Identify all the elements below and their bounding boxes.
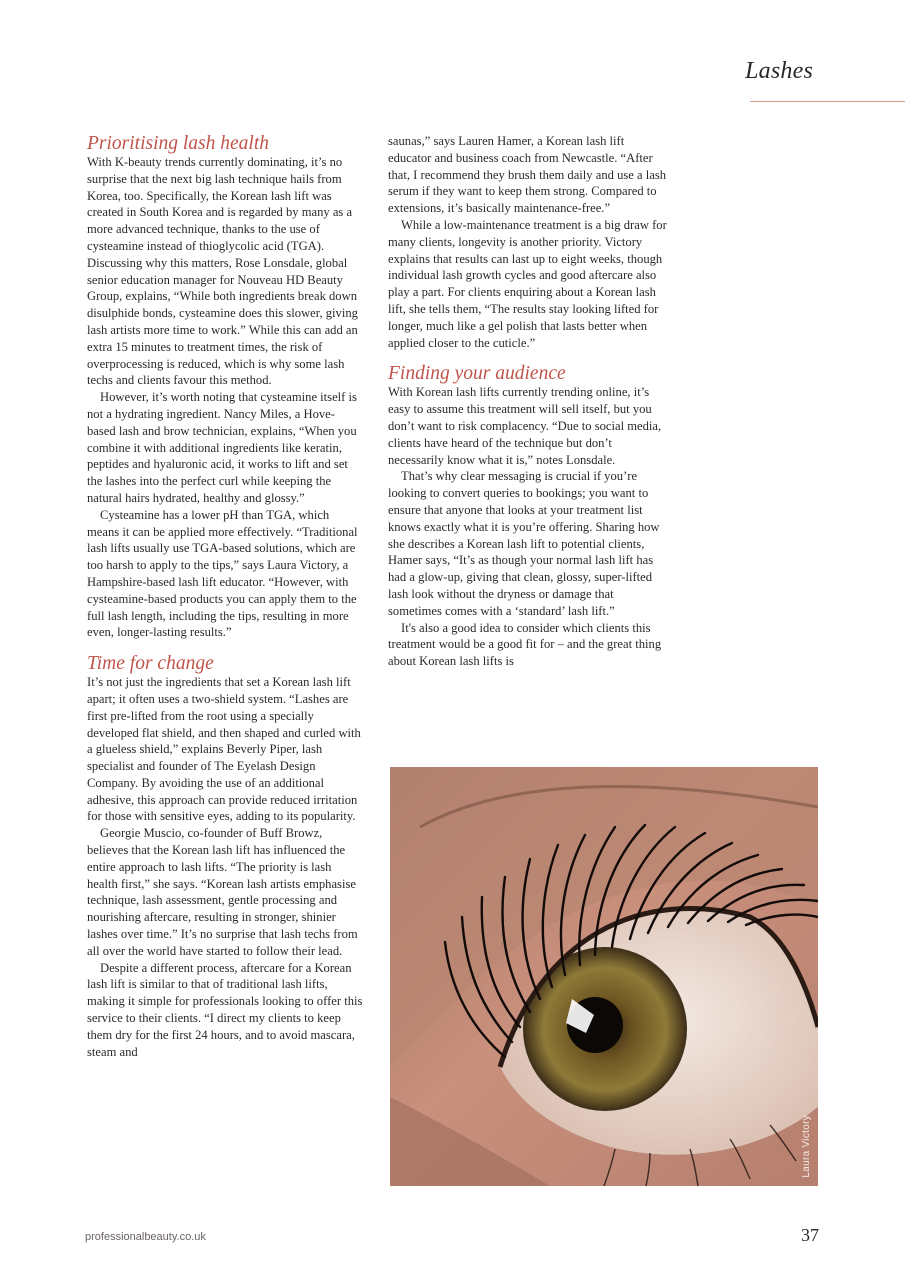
paragraph: With Korean lash lifts currently trending online, it’s easy to assume this treatment will sell itself, but you don’t want to risk complacency. “Due to social media, clients have heard of the technique but don’t necessarily know what it is,” notes Lonsdale. — [388, 385, 662, 467]
eye-illustration — [390, 767, 818, 1186]
heading-time-for-change: Time for change — [87, 653, 214, 675]
page-number: 37 — [801, 1225, 819, 1245]
heading-prioritising-lash-health: Prioritising lash health — [87, 133, 270, 154]
paragraph: With K-beauty trends currently dominating, it’s no surprise that the next big lash technique hails from Korea, too. Specifically, the Korean lash lift was created in South Korea and is regarded by many as a more advanced technique, thanks to the use of cysteamine instead of thioglycolic acid (TGA). Discussing why this matters, Rose Lonsdale, global senior education manager for Nouveau HD Beauty Group, explains, “While both ingredients break down disulphide bonds, cysteamine does this slower, giving lash artists more time to work.” While this can add an extra 15 minutes to treatment times, the risk of overprocessing is reduced, which is why some lash techs and clients favour this method. — [87, 155, 358, 388]
paragraph: It's also a good idea to consider which clients this treatment would be a good fit for – and the great thing about Korean lash lifts is — [388, 620, 662, 669]
article-column-right — [388, 133, 668, 670]
paragraph: It’s not just the ingredients that set a Korean lash lift apart; it often uses a two-shield system. “Lashes are first pre-lifted from the root using a specially developed flat shield, and then shaped and curled with a glueless shield,” explains Beverly Piper, lash specialist and founder of The Eyelash Design Company. By avoiding the use of an additional adhesive, this approach can provide reduced irritation for those with sensitive eyes, adding to its popularity. — [87, 675, 361, 824]
paragraph: While a low-maintenance treatment is a big draw for many clients, longevity is another priority. Victory explains that results can last up to eight weeks, though individual lash growth cycles and good aftercare also play a part. For clients enquiring about a Korean lash lift, she tells them, “The results stay looking lifted for longer, much like a gel polish that lasts better when applied closer to the cuticle.” — [388, 217, 667, 350]
paragraph: That’s why clear messaging is crucial if you’re looking to convert queries to bookings; you want to ensure that anyone that looks at your treatment list knows exactly what it is you’re offering. Sharing how she describes a Korean lash lift to potential clients, Hamer says, “It’s as though your normal lash lift has had a glow-up, giving that clean, glossy, super-lifted lash look without the dryness or damage that sometimes comes with a ‘standard’ lash lift.” — [388, 469, 660, 618]
section-label: Lashes — [745, 58, 813, 84]
footer-website: professionalbeauty.co.uk — [85, 1231, 206, 1243]
eye-lash-lift-photo — [390, 767, 818, 1186]
section-rule — [750, 101, 905, 102]
paragraph: Cysteamine has a lower pH than TGA, which means it can be applied more effectively. “Traditional lash lifts usually use TGA-based solutions, which are too harsh to apply to the tips,” says Laura Victory, a Hampshire-based lash lift educator. “However, with cysteamine-based products you can apply them to the full lash length, including the tips, resulting in more even, longer-lasting results.” — [87, 507, 358, 640]
paragraph: Despite a different process, aftercare for a Korean lash lift is similar to that of traditional lash lifts, making it simple for professionals looking to offer this service to their clients. “I direct my clients to keep them dry for the first 24 hours, and to avoid mascara, steam and — [87, 960, 363, 1059]
paragraph: Georgie Muscio, co-founder of Buff Browz, believes that the Korean lash lift has influenced the entire approach to lash lifts. “The priority is lash health first,” she says. “Korean lash artists emphasise technique, lash assessment, gentle processing and nourishing aftercare, resulting in stronger, shinier lashes over time.” It’s no surprise that lash techs from all over the world have started to follow their lead. — [87, 826, 358, 958]
heading-finding-your-audience: Finding your audience — [388, 363, 566, 385]
article-column-left — [87, 133, 363, 1060]
photo-credit: Laura Victory — [801, 1115, 812, 1178]
paragraph: However, it’s worth noting that cysteamine itself is not a hydrating ingredient. Nancy Miles, a Hove-based lash and brow technician, explains, “When you combine it with additional ingredients like keratin, peptides and hyaluronic acid, it works to lift and set the lashes into the perfect curl while keeping the natural hairs hydrated, healthy and glossy.” — [87, 390, 357, 505]
paragraph: saunas,” says Lauren Hamer, a Korean lash lift educator and business coach from Newcastle. “After that, I recommend they brush them daily and use a lash serum if they want to keep them strong. Compared to extensions, it’s basically maintenance-free.” — [388, 134, 667, 216]
